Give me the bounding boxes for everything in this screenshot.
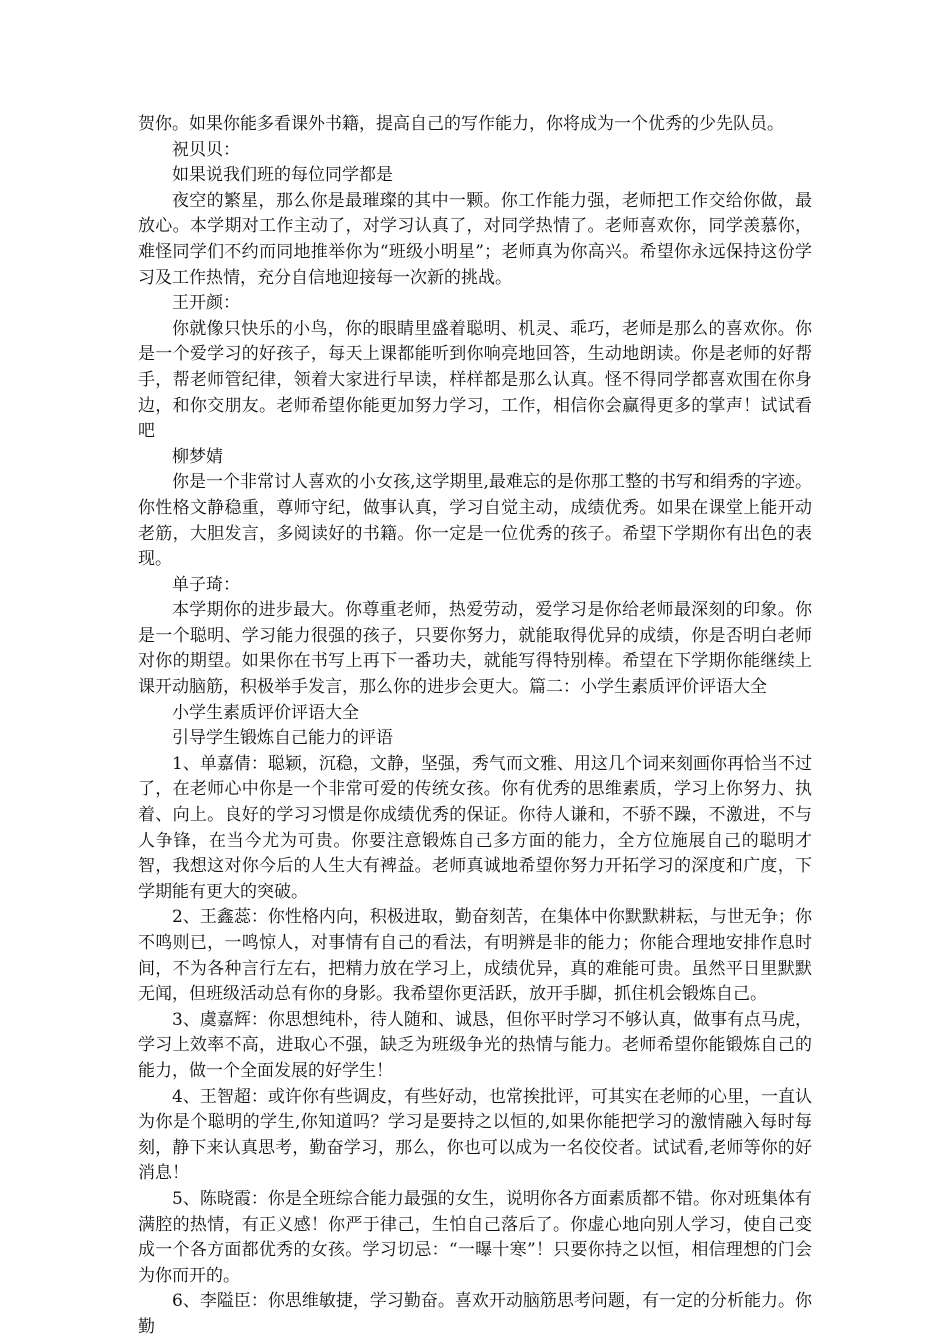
document-page <box>138 112 812 1341</box>
numbered-comment: 3、虞嘉辉：你思想纯朴，待人随和、诚恳，但你平时学习不够认真，做事有点马虎，学习上效率不高，进取心不强，缺乏为班级争光的热情与能力。老师希望你能锻炼自己的能力，做一个全面发展的好学生！ <box>138 1009 812 1081</box>
numbered-comment: 5、陈晓霞：你是全班综合能力最强的女生，说明你各方面素质都不错。你对班集体有满腔的热情，有正义感！你严于律己，生怕自己落后了。你虚心地向别人学习，使自己变成一个各方面都优秀的女孩。学习切忌：“一曝十寒”！只要你持之以恒，相信理想的门会为你而开的。 <box>138 1188 812 1286</box>
paragraph-continuation: 贺你。如果你能多看课外书籍，提高自己的写作能力，你将成为一个优秀的少先队员。 <box>138 114 784 134</box>
numbered-comment: 4、王智超：或许你有些调皮，有些好动，也常挨批评，可其实在老师的心里，一直认为你是个聪明的学生,你知道吗？学习是要持之以恒的,如果你能把学习的激情融入每时每刻，静下来认真思考，勤奋学习，那么，你也可以成为一名佼佼者。试试看,老师等你的好消息！ <box>138 1086 812 1184</box>
numbered-comment: 2、王鑫蕊：你性格内向，积极进取，勤奋刻苦，在集体中你默默耕耘，与世无争；你不鸣则已，一鸣惊人，对事情有自己的看法，有明辨是非的能力；你能合理地安排作息时间，不为各种言行左右，把精力放在学习上，成绩优异，真的难能可贵。虽然平日里默默无闻，但班级活动总有你的身影。我希望你更活跃，放开手脚，抓住机会锻炼自己。 <box>138 907 812 1005</box>
comment-paragraph: 你是一个非常讨人喜欢的小女孩,这学期里,最难忘的是你那工整的书写和绢秀的字迹。你性格文静稳重，尊师守纪，做事认真，学习自觉主动，成绩优秀。如果在课堂上能开动老筋，大胆发言，多阅读好的书籍。你一定是一位优秀的孩子。希望下学期你有出色的表现。 <box>138 472 812 570</box>
student-name-heading: 单子琦： <box>172 574 240 595</box>
student-name-heading: 王开颜： <box>172 293 240 314</box>
numbered-comment: 1、单嘉倩：聪颖，沉稳，文静，坚强，秀气而文雅、用这几个词来刻画你再恰当不过了，在老师心中你是一个非常可爱的传统女孩。你有优秀的思维素质，学习上你努力、执着、向上。良好的学习习惯是你成绩优秀的保证。你待人谦和，不骄不躁，不激进，不与人争锋，在当今尤为可贵。你要注意锻炼自己多方面的能力，全方位施展自己的聪明才智，我想这对你今后的人生大有裨益。老师真诚地希望你努力开拓学习的深度和广度，下学期能有更大的突破。 <box>138 753 812 902</box>
student-name-heading: 祝贝贝： <box>172 139 240 160</box>
comment-paragraph: 你就像只快乐的小鸟，你的眼睛里盛着聪明、机灵、乖巧，老师是那么的喜欢你。你是一个爱学习的好孩子，每天上课都能听到你响亮地回答，生动地朗读。你是老师的好帮手，帮老师管纪律，领着大家进行早读，样样都是那么认真。怪不得同学都喜欢围在你身边，和你交朋友。老师希望你能更加努力学习，工作，相信你会赢得更多的掌声！试试看吧 <box>138 318 812 442</box>
comment-paragraph: 本学期你的进步最大。你尊重老师，热爱劳动，爱学习是你给老师最深刻的印象。你是一个聪明、学习能力很强的孩子，只要你努力，就能取得优异的成绩，你是否明白老师对你的期望。如果你在书写上再下一番功夫，就能写得特别棒。希望在下学期你能继续上课开动脑筋，积极举手发言，那么你的进步会更大。篇二：小学生素质评价评语大全 <box>138 600 812 698</box>
comment-paragraph: 如果说我们班的每位同学都是 <box>172 165 393 186</box>
student-name-heading: 柳梦婧 <box>172 446 223 467</box>
section-subtitle: 引导学生锻炼自己能力的评语 <box>172 728 393 749</box>
comment-paragraph: 夜空的繁星，那么你是最璀璨的其中一颗。你工作能力强，老师把工作交给你做，最放心。本学期对工作主动了，对学习认真了，对同学热情了。老师喜欢你，同学羡慕你，难怪同学们不约而同地推举你为“班级小明星”；老师真为你高兴。希望你永远保持这份学习及工作热情，充分自信地迎接每一次新的挑战。 <box>138 190 812 288</box>
numbered-comment: 6、李隘臣：你思维敏捷，学习勤奋。喜欢开动脑筋思考问题，有一定的分析能力。你勤 <box>138 1291 812 1337</box>
section-title: 小学生素质评价评语大全 <box>172 702 359 723</box>
